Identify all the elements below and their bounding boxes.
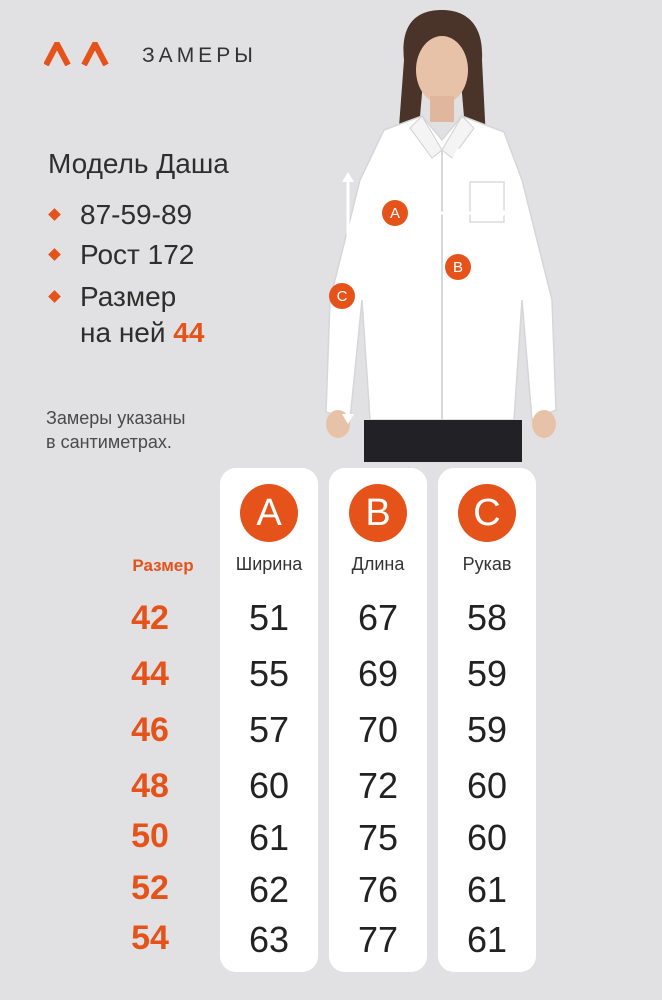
table-cell: 59 bbox=[466, 709, 508, 750]
bullet-text-line2 bbox=[80, 316, 204, 350]
size-cell: 52 bbox=[131, 869, 169, 907]
column-header: Рукав bbox=[462, 554, 512, 574]
marker-a-label: A bbox=[389, 205, 401, 222]
size-cell: 54 bbox=[131, 919, 169, 957]
bullet-size-worn bbox=[48, 280, 268, 352]
table-cell: 76 bbox=[357, 869, 399, 910]
diamond-bullet-icon bbox=[48, 248, 61, 261]
table-cell: 60 bbox=[466, 817, 508, 858]
table-cell: 58 bbox=[466, 597, 508, 638]
page-title: ЗАМЕРЫ bbox=[142, 44, 257, 67]
bullet-text: Рост 172 bbox=[80, 239, 195, 270]
table-cell: 70 bbox=[357, 709, 399, 750]
bullet-text-line1: Размер bbox=[80, 281, 177, 312]
table-cell: 67 bbox=[357, 597, 399, 638]
measurement-note bbox=[46, 406, 185, 454]
note-line-1: Замеры указаны bbox=[46, 408, 186, 428]
table-cell: 61 bbox=[248, 817, 290, 858]
model-photo bbox=[300, 0, 580, 462]
size-cell: 48 bbox=[131, 767, 169, 805]
table-cell: 63 bbox=[248, 919, 290, 960]
table-cell: 59 bbox=[466, 653, 508, 694]
column-badge-c: C bbox=[458, 484, 516, 542]
bullet-text: 87-59-89 bbox=[80, 199, 193, 230]
diamond-bullet-icon bbox=[48, 290, 61, 303]
column-length bbox=[329, 468, 427, 972]
note-line-2: в сантиметрах. bbox=[46, 432, 172, 452]
column-sleeve bbox=[438, 468, 536, 972]
table-cell: 77 bbox=[357, 919, 399, 960]
bullet-measurements bbox=[48, 198, 268, 232]
table-cell: 60 bbox=[466, 765, 508, 806]
table-cell: 60 bbox=[248, 765, 290, 806]
model-name: Модель Даша bbox=[48, 148, 229, 179]
column-header: Длина bbox=[351, 554, 405, 574]
diamond-bullet-icon bbox=[48, 208, 61, 221]
column-width bbox=[220, 468, 318, 972]
size-cell: 46 bbox=[131, 711, 169, 749]
size-column-header: Размер bbox=[132, 556, 194, 575]
size-cell: 44 bbox=[131, 655, 169, 693]
column-badge-a: A bbox=[240, 484, 298, 542]
size-cell: 50 bbox=[131, 817, 169, 855]
table-cell: 57 bbox=[248, 709, 290, 750]
table-cell: 72 bbox=[357, 765, 399, 806]
column-badge-b: B bbox=[349, 484, 407, 542]
table-cell: 51 bbox=[248, 597, 290, 638]
table-cell: 62 bbox=[248, 869, 290, 910]
size-cell: 42 bbox=[131, 599, 169, 637]
table-cell: 69 bbox=[357, 653, 399, 694]
column-header: Ширина bbox=[235, 554, 303, 574]
marker-b-label: B bbox=[452, 259, 464, 276]
marker-c-label: C bbox=[336, 288, 348, 305]
bullet-height bbox=[48, 238, 268, 272]
brand-logo-icon bbox=[44, 42, 112, 66]
bullet-line2-prefix: на ней bbox=[80, 317, 174, 348]
table-cell: 61 bbox=[466, 869, 508, 910]
worn-size-value: 44 bbox=[173, 317, 205, 348]
table-cell: 55 bbox=[248, 653, 290, 694]
table-cell: 75 bbox=[357, 817, 399, 858]
table-cell: 61 bbox=[466, 919, 508, 960]
